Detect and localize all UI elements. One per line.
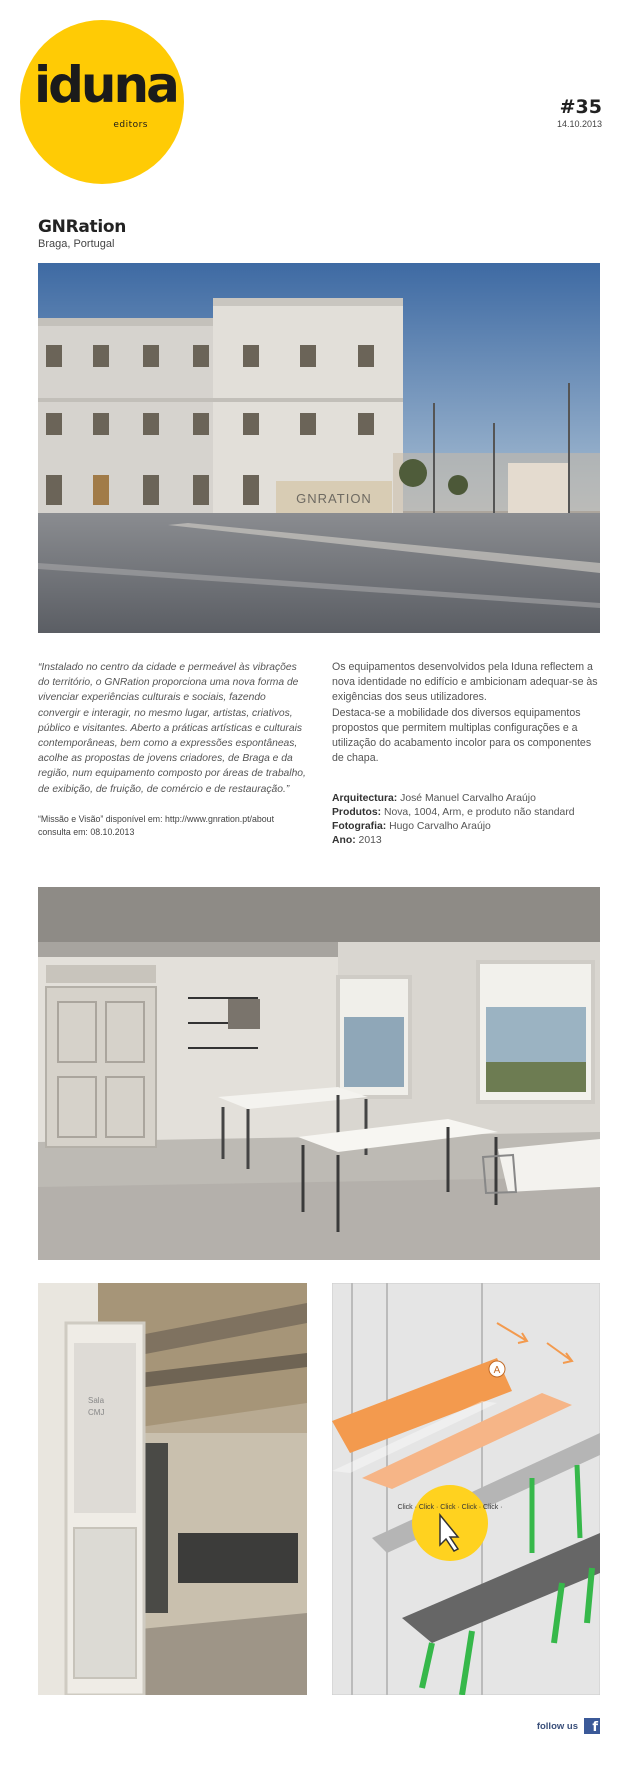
door-sign-line-1: Sala <box>88 1396 105 1405</box>
click-badge-text: Click · Click · Click · Click · Click · <box>397 1504 503 1511</box>
description-paragraph: Destaca-se a mobilidade dos diversos equipamentos propostos que permitem multiplas configurações e a utilização do acabamento incolor para os componentes de chapa. <box>332 706 592 765</box>
product-mounting-diagram <box>332 1283 600 1695</box>
diagram-marker-a: A <box>493 1365 501 1376</box>
credit-products: Produtos: Nova, 1004, Arm, e produto não standard <box>332 807 575 819</box>
mission-quote: “Instalado no centro da cidade e permeável às vibrações do território, o GNRation proporciona uma nova forma de vivenciar experiências culturais e sociais, fazendo convergir e interagir, no mesmo lugar, artistas, criativos, público e visitantes. Aberto a práticas artísticas e culturais contemporâneas, bem como a expressões espontâneas, acolhe as propostas de jovens criadores, de Braga e da região, num equipamento composto por áreas de trabalho, de exibição, de fruição, de comércio e de restauração.” <box>38 662 306 795</box>
project-title: GNRation <box>38 217 127 237</box>
credit-photography: Fotografia: Hugo Carvalho Araújo <box>332 821 491 833</box>
quote-citation <box>38 813 306 839</box>
description-paragraph: Os equipamentos desenvolvidos pela Iduna reflectem a nova identidade no edifício e ambicionam adequar-se às exigências dos seus utilizadores. <box>332 661 598 704</box>
citation-source: “Missão e Visão” disponível em: http://www.gnration.pt/about <box>38 813 275 824</box>
photo-interior-workspace <box>38 887 600 1260</box>
follow-us-label: follow us <box>536 1720 578 1732</box>
photo-building-exterior <box>38 263 600 633</box>
photo-interior-door <box>38 1283 307 1695</box>
description-column <box>332 660 600 848</box>
issue-number: #35 <box>559 96 602 118</box>
logo-subtitle: editors <box>113 120 148 130</box>
logo-wordmark: iduna <box>34 56 177 114</box>
facade-sign: GNRATION <box>296 491 372 506</box>
follow-us-link[interactable] <box>537 1718 600 1734</box>
iduna-logo[interactable] <box>20 20 184 184</box>
issue-date: 14.10.2013 <box>556 119 602 129</box>
project-credits <box>332 792 600 848</box>
credit-architecture: Arquitectura: José Manuel Carvalho Araújo <box>332 793 536 805</box>
door-sign-line-2: CMJ <box>88 1408 105 1417</box>
quote-column <box>38 660 306 839</box>
citation-date: consulta em: 08.10.2013 <box>38 826 135 837</box>
project-location: Braga, Portugal <box>38 238 115 250</box>
facebook-icon[interactable]: f <box>584 1718 600 1734</box>
project-description <box>332 660 600 766</box>
credit-year: Ano: 2013 <box>332 835 382 847</box>
